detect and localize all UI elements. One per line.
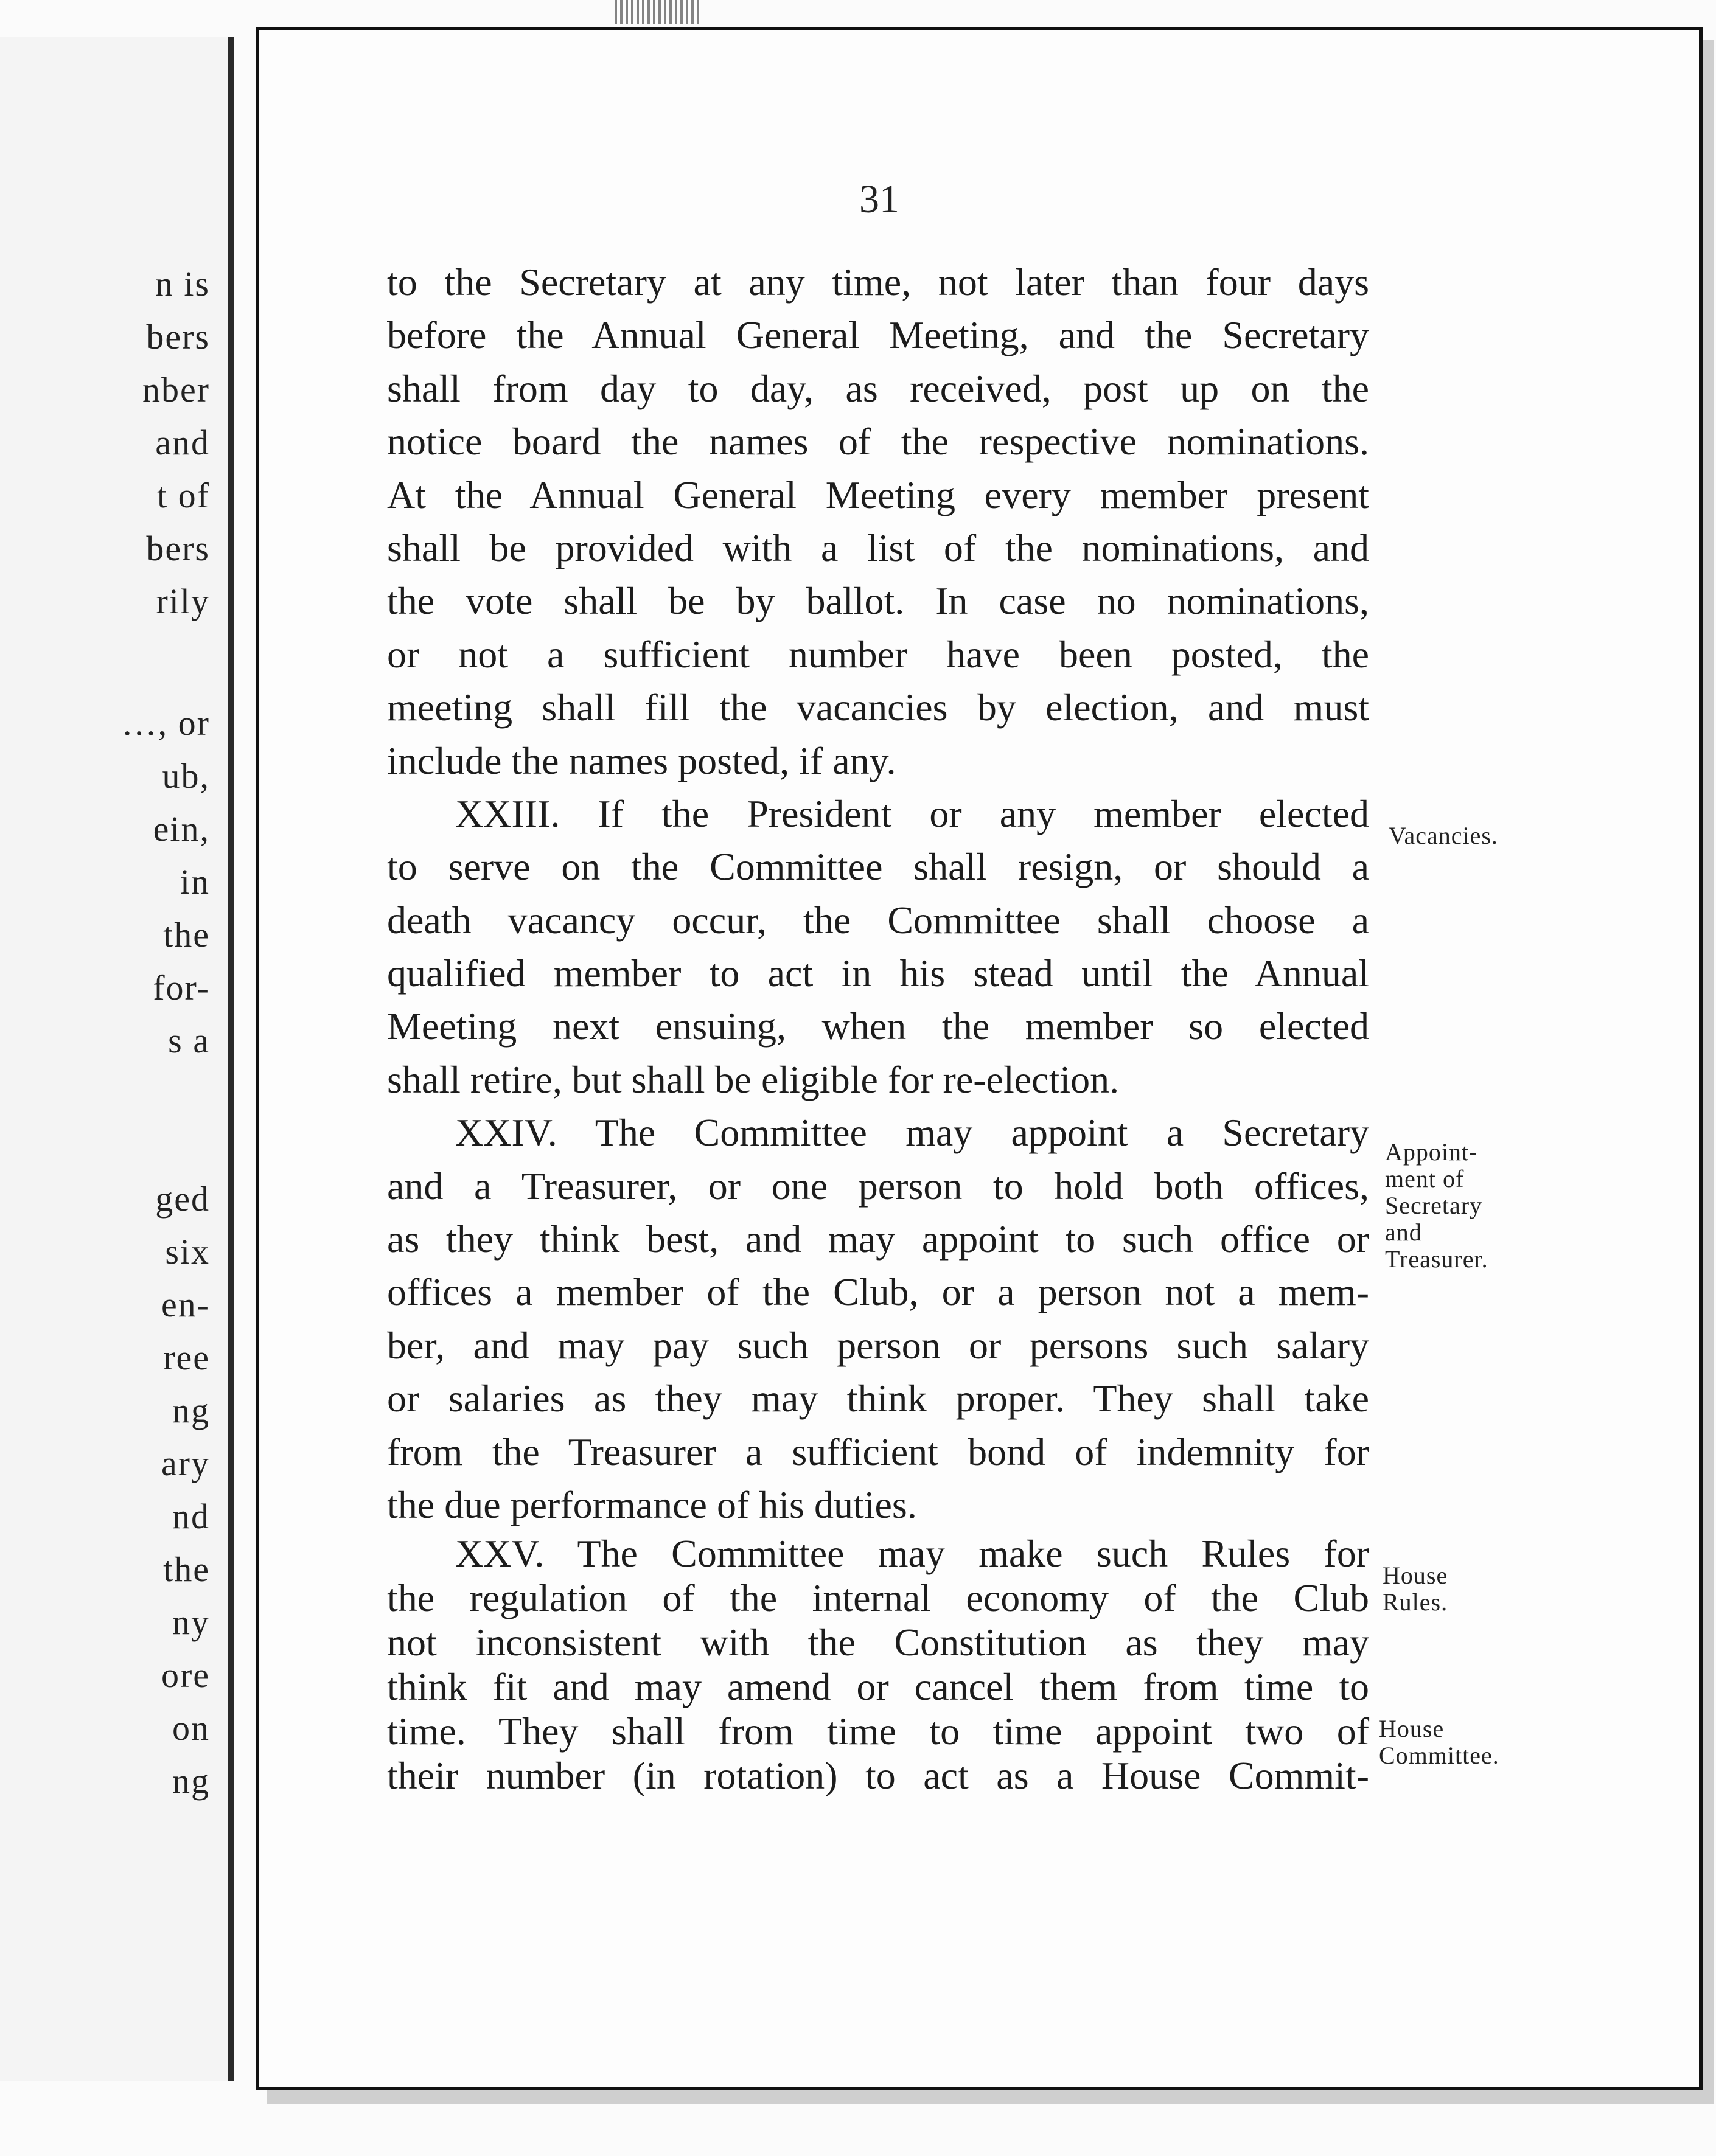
left-page-fragment: rily: [156, 582, 210, 621]
left-page-fragment: for-: [153, 968, 210, 1007]
paragraph-continuation: [387, 256, 1369, 787]
left-page-fragment: and: [155, 423, 210, 462]
text-line: death vacancy occur, the Committee shall choose a: [387, 898, 1369, 942]
text-line: as they think best, and may appoint to such office or: [387, 1217, 1369, 1261]
text-line: XXV. The Committee may make such Rules for: [455, 1532, 1369, 1576]
text-line: shall be provided with a list of the nominations, and: [387, 526, 1369, 569]
text-line: offices a member of the Club, or a person not a mem-: [387, 1270, 1369, 1314]
text-line: to serve on the Committee shall resign, or should a: [387, 845, 1369, 889]
margin-note-house-rules: House Rules.: [1383, 1562, 1448, 1616]
text-line: Meeting next ensuing, when the member so elected: [387, 1004, 1369, 1048]
left-page-fragment: ore: [161, 1655, 210, 1695]
left-page-fragment: bers: [146, 529, 210, 568]
text-line: time. They shall from time to time appoint two of: [387, 1709, 1369, 1753]
text-line: the due performance of his duties.: [387, 1483, 917, 1526]
margin-note-house-committee: House Committee.: [1379, 1715, 1499, 1769]
left-page-fragment: nd: [172, 1497, 210, 1536]
text-line: the vote shall be by ballot. In case no nominations,: [387, 579, 1369, 623]
left-page-fragment: ary: [161, 1444, 210, 1483]
paragraph-xxiv: [387, 1106, 1369, 1531]
left-page-fragment: on: [172, 1708, 210, 1748]
left-page-fragment: bers: [146, 317, 210, 356]
text-line: or not a sufficient number have been posted, the: [387, 632, 1369, 676]
text-line: think fit and may amend or cancel them from time to: [387, 1665, 1369, 1709]
text-line: and a Treasurer, or one person to hold both offices,: [387, 1164, 1369, 1208]
text-line: qualified member to act in his stead until the Annual: [387, 951, 1369, 995]
text-line: include the names posted, if any.: [387, 739, 896, 782]
left-page-fragment: ng: [172, 1391, 210, 1430]
left-page-fragment: in: [180, 862, 210, 902]
text-line: shall from day to day, as received, post up on the: [387, 366, 1369, 410]
left-page-fragment: t of: [157, 476, 210, 515]
text-line: their number (in rotation) to act as a House Commit-: [387, 1754, 1369, 1798]
left-page-fragment: n is: [155, 264, 210, 304]
body-text: [387, 256, 1369, 1798]
left-page-fragment: the: [163, 1549, 210, 1589]
text-line: notice board the names of the respective nominations.: [387, 420, 1369, 464]
text-line: XXIII. If the President or any member elected: [455, 791, 1369, 835]
text-line: ber, and may pay such person or persons such salary: [387, 1323, 1369, 1367]
left-facing-page: [0, 37, 234, 2081]
paragraph-xxv: [387, 1531, 1369, 1798]
text-line: before the Annual General Meeting, and the Secretary: [387, 313, 1369, 357]
binding-thread-mark: [615, 0, 700, 24]
page-number: 31: [859, 177, 899, 221]
left-page-fragment: the: [163, 915, 210, 955]
left-page-fragment: ng: [172, 1761, 210, 1801]
text-line: meeting shall fill the vacancies by election, and must: [387, 686, 1369, 729]
left-page-fragment: ged: [155, 1179, 210, 1219]
text-line: shall retire, but shall be eligible for re-election.: [387, 1057, 1120, 1101]
margin-note-appointment: Appoint- ment of Secretary and Treasurer.: [1385, 1138, 1488, 1273]
text-line: At the Annual General Meeting every member present: [387, 473, 1369, 516]
left-page-fragment: ree: [163, 1338, 210, 1377]
text-line: XXIV. The Committee may appoint a Secretary: [455, 1111, 1369, 1155]
left-page-fragment: en-: [161, 1285, 210, 1324]
text-line: or salaries as they may think proper. They shall take: [387, 1377, 1369, 1421]
left-page-fragment: ub,: [162, 756, 210, 796]
left-page-fragment: …, or: [121, 703, 210, 743]
left-page-fragment: ny: [172, 1602, 210, 1642]
left-page-fragment: six: [165, 1232, 210, 1271]
text-line: from the Treasurer a sufficient bond of indemnity for: [387, 1430, 1369, 1473]
left-page-fragment: nber: [142, 370, 210, 409]
paragraph-xxiii: [387, 787, 1369, 1106]
margin-note-vacancies: Vacancies.: [1389, 822, 1498, 849]
text-line: to the Secretary at any time, not later than four days: [387, 260, 1369, 304]
text-line: the regulation of the internal economy of the Club: [387, 1576, 1369, 1620]
left-page-fragment: s a: [168, 1021, 210, 1060]
left-page-fragment: ein,: [153, 809, 210, 849]
text-line: not inconsistent with the Constitution as they may: [387, 1621, 1369, 1664]
